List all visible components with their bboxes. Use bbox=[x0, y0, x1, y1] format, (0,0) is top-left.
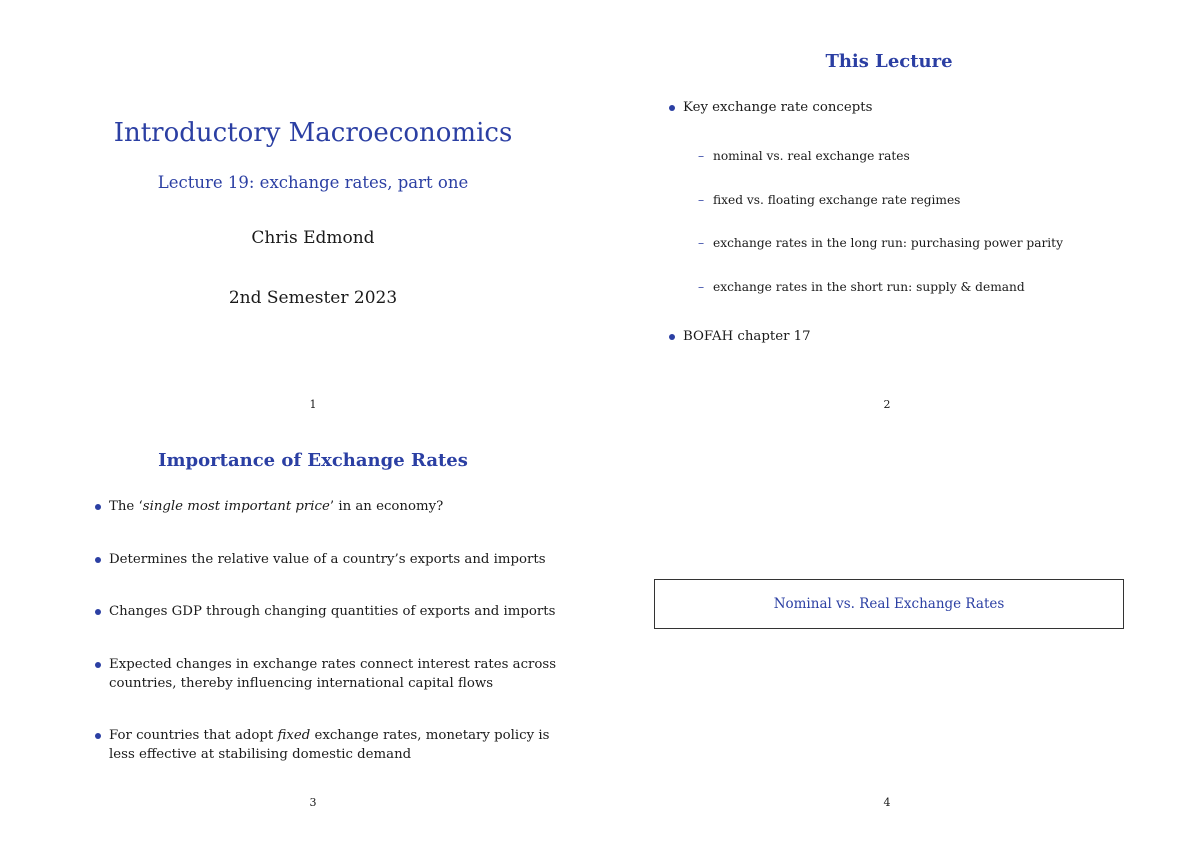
bullet-text: Key exchange rate concepts bbox=[683, 100, 873, 115]
semester-date: 2nd Semester 2023 bbox=[228, 288, 398, 308]
dash-icon: – bbox=[698, 280, 705, 294]
bullet-text bbox=[95, 655, 565, 693]
bullet-text-line-2: less effective at stabilising domestic demand bbox=[109, 747, 412, 762]
slide-3-bullet-3 bbox=[95, 602, 565, 621]
slide-2-bullet-1 bbox=[669, 98, 1129, 117]
bullet-text-post: exchange rates, monetary policy is bbox=[310, 728, 550, 743]
page-number-1: 1 bbox=[309, 398, 317, 411]
subitem-text: exchange rates in the long run: purchasing power parity bbox=[713, 236, 1063, 250]
bullet-text-line-2: countries, thereby influencing international capital flows bbox=[109, 676, 494, 691]
bullet-dot-icon bbox=[95, 504, 101, 510]
slide-2-heading: This Lecture bbox=[825, 51, 953, 72]
bullet-dot-icon bbox=[95, 557, 101, 563]
bullet-dot-icon bbox=[669, 334, 675, 340]
lecture-subtitle: Lecture 19: exchange rates, part one bbox=[157, 173, 469, 192]
author-name: Chris Edmond bbox=[251, 228, 375, 248]
slide-2-subitem-1 bbox=[698, 147, 1128, 165]
bullet-dot-icon bbox=[95, 662, 101, 668]
bullet-text bbox=[95, 726, 565, 764]
slide-2-subitem-2 bbox=[698, 191, 1128, 209]
lecture-course-title: Introductory Macroeconomics bbox=[113, 118, 513, 148]
slide-3-bullet-2 bbox=[95, 550, 565, 569]
slide-2-subitem-4 bbox=[698, 278, 1128, 296]
slide-2-subitem-3 bbox=[698, 234, 1128, 252]
section-title: Nominal vs. Real Exchange Rates bbox=[773, 596, 1005, 612]
bullet-dot-icon bbox=[95, 609, 101, 615]
bullet-text: BOFAH chapter 17 bbox=[683, 329, 811, 344]
section-title-box bbox=[654, 579, 1124, 629]
slide-3-bullet-4 bbox=[95, 655, 565, 693]
bullet-text-pre: For countries that adopt bbox=[109, 728, 278, 743]
bullet-text: Changes GDP through changing quantities of exports and imports bbox=[109, 604, 556, 619]
subitem-text: fixed vs. floating exchange rate regimes bbox=[713, 193, 961, 207]
bullet-text bbox=[95, 497, 555, 516]
bullet-text-emphasis: fixed bbox=[277, 728, 311, 743]
slide-1 bbox=[0, 0, 626, 424]
page-number-3: 3 bbox=[309, 796, 317, 809]
subitem-text: exchange rates in the short run: supply & demand bbox=[713, 280, 1025, 294]
slide-3-heading: Importance of Exchange Rates bbox=[158, 450, 468, 471]
bullet-dot-icon bbox=[95, 733, 101, 739]
bullet-dot-icon bbox=[669, 105, 675, 111]
dash-icon: – bbox=[698, 236, 705, 250]
bullet-text-emphasis: single most important price bbox=[142, 499, 330, 514]
dash-icon: – bbox=[698, 193, 705, 207]
bullet-text-line-1: Expected changes in exchange rates connect interest rates across bbox=[109, 657, 557, 672]
dash-icon: – bbox=[698, 149, 705, 163]
subitem-text: nominal vs. real exchange rates bbox=[713, 149, 910, 163]
bullet-text: Determines the relative value of a country’s exports and imports bbox=[109, 552, 546, 567]
slide-2-bullet-2 bbox=[669, 327, 1129, 346]
slide-3-bullet-5 bbox=[95, 726, 565, 764]
page-number-4: 4 bbox=[883, 796, 891, 809]
bullet-text-post: ’ in an economy? bbox=[329, 499, 444, 514]
page-number-2: 2 bbox=[883, 398, 891, 411]
slide-3-bullet-1 bbox=[95, 497, 555, 516]
bullet-text-pre: The ‘ bbox=[109, 499, 143, 514]
